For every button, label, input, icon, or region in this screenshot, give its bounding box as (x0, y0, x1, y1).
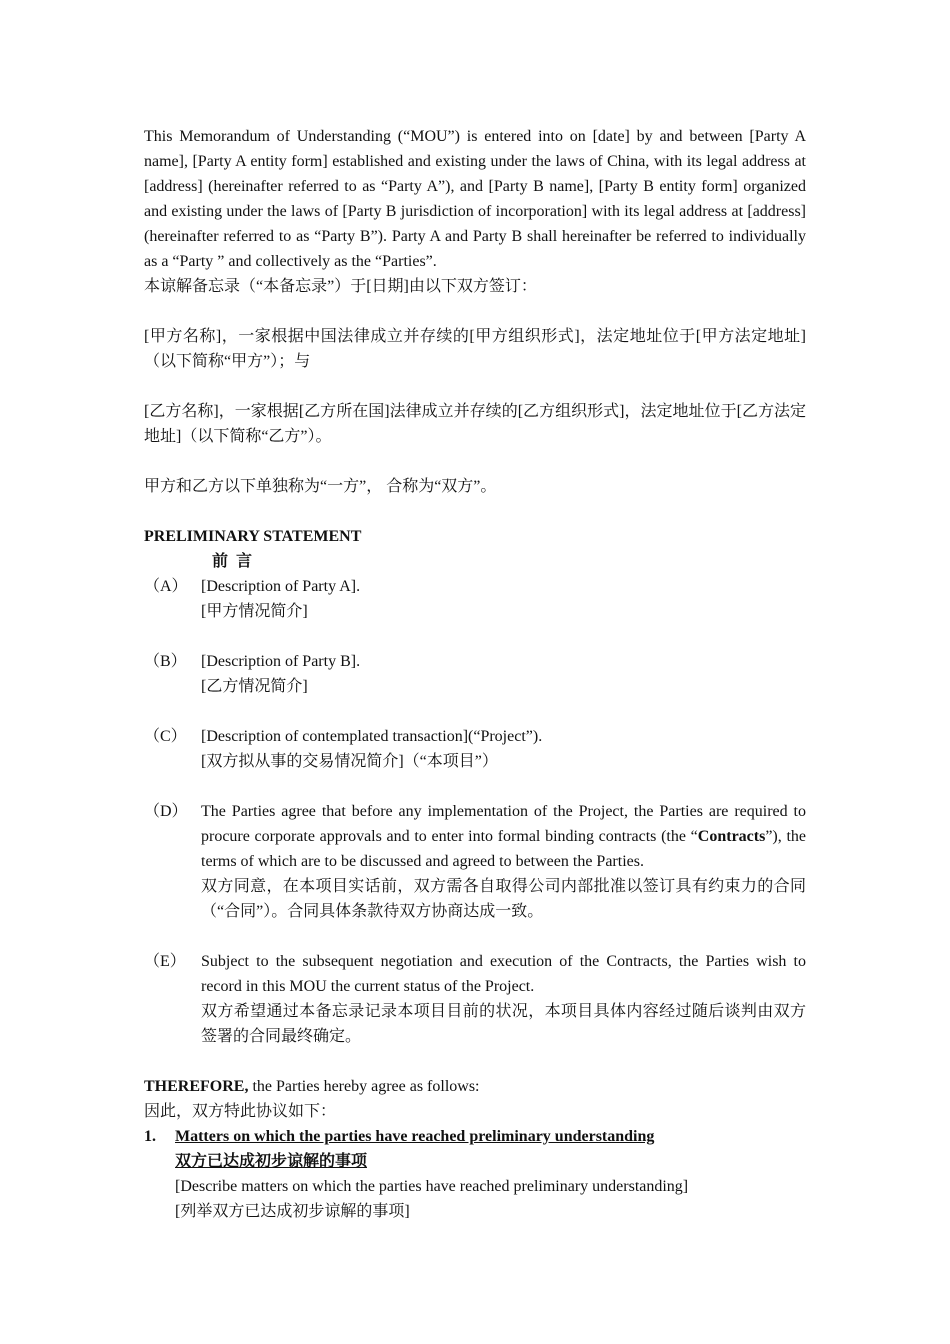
recital-item-b (144, 649, 806, 699)
recital-marker: （C） (144, 728, 187, 745)
therefore-text: the Parties hereby agree as follows: (248, 1078, 480, 1095)
spacer (144, 624, 806, 649)
recital-en: [Description of Party A]. (201, 578, 361, 595)
party-b-cn-paragraph: [乙方名称]，一家根据[乙方所在国]法律成立并存续的[乙方组织形式]，法定地址位于[乙方法定地址]（以下简称“乙方”）。 (144, 403, 806, 445)
recital-en: [Description of Party B]. (201, 653, 361, 670)
spacer (144, 299, 806, 324)
spacer (144, 699, 806, 724)
recital-cn: [双方拟从事的交易情况简介]（“本项目”） (201, 753, 498, 770)
section-body (175, 1124, 806, 1224)
preliminary-title-cn: 前 言 (212, 553, 255, 570)
document-body (144, 124, 806, 1224)
recital-marker: （D） (144, 803, 188, 820)
party-a-cn-paragraph: [甲方名称]，一家根据中国法律成立并存续的[甲方组织形式]，法定地址位于[甲方法定地址]（以下简称“甲方”）；与 (144, 328, 806, 370)
section-title-en: Matters on which the parties have reached preliminary understanding (175, 1128, 655, 1145)
recital-cn: 双方希望通过本备忘录记录本项目目前的状况，本项目具体内容经过随后谈判由双方签署的合同最终确定。 (201, 1003, 806, 1045)
spacer (144, 774, 806, 799)
recital-item-c (144, 724, 806, 774)
recital-item-d (144, 799, 806, 924)
therefore-keyword: THEREFORE, (144, 1078, 249, 1095)
recital-marker: （A） (144, 578, 188, 595)
recital-cn: 双方同意，在本项目实话前，双方需各自取得公司内部批准以签订具有约束力的合同（“合同”）。合同具体条款待双方协商达成一致。 (201, 878, 806, 920)
recital-item-e (144, 949, 806, 1049)
spacer (144, 924, 806, 949)
section-desc-en: [Describe matters on which the parties have reached preliminary understanding] (175, 1178, 689, 1195)
recital-item-a (144, 574, 806, 624)
recital-body (201, 724, 806, 774)
recital-body (201, 649, 806, 699)
contracts-defined-term: Contracts (697, 828, 766, 845)
recital-marker: （E） (144, 953, 186, 970)
recital-body (201, 574, 806, 624)
section-desc-cn: [列举双方已达成初步谅解的事项] (175, 1203, 410, 1220)
spacer (144, 374, 806, 399)
recital-en: [Description of contemplated transaction](“Project”). (201, 728, 543, 745)
recital-en-text: The Parties agree that before any implementation of the Project, the Parties are required to procure corporate approvals and to enter into formal binding contracts (the “ (201, 803, 806, 845)
intro-cn-paragraph: 本谅解备忘录（“本备忘录”）于[日期]由以下双方签订： (144, 278, 537, 295)
spacer (144, 449, 806, 474)
section-number: 1. (144, 1128, 156, 1145)
recital-marker: （B） (144, 653, 187, 670)
therefore-en (144, 1074, 806, 1099)
parties-cn-paragraph: 甲方和乙方以下单独称为“一方”， 合称为“双方”。 (144, 478, 497, 495)
recital-en (201, 799, 806, 874)
preliminary-title-en: PRELIMINARY STATEMENT (144, 528, 362, 545)
therefore-cn: 因此，双方特此协议如下： (144, 1103, 337, 1120)
recital-en-text: ”), the terms of which are to be discussed and agreed to between the Parties. (201, 828, 806, 870)
recital-body (201, 949, 806, 1049)
spacer (144, 1049, 806, 1074)
recital-en: Subject to the subsequent negotiation and execution of the Contracts, the Parties wish to record in this MOU the current status of the Project. (201, 953, 806, 995)
recital-body (201, 799, 806, 924)
intro-en-paragraph: This Memorandum of Understanding (“MOU”) is entered into on [date] by and between [Party A name], [Party A entity form] established and existing under the laws of China, with its legal address at [address] (hereinafter referred to as “Party A”), and [Party B name], [Party B entity form] organized and existing under the laws of [Party B jurisdiction of incorporation] with its legal address at [address] (hereinafter referred to as “Party B”). Party A and Party B shall hereinafter be referred to individually as a “Party ” and collectively as the “Parties”. (144, 128, 806, 270)
spacer (144, 499, 806, 524)
section-title-cn: 双方已达成初步谅解的事项 (175, 1153, 368, 1170)
recital-cn: [甲方情况简介] (201, 603, 308, 620)
recital-cn: [乙方情况简介] (201, 678, 308, 695)
section-1 (144, 1124, 806, 1224)
